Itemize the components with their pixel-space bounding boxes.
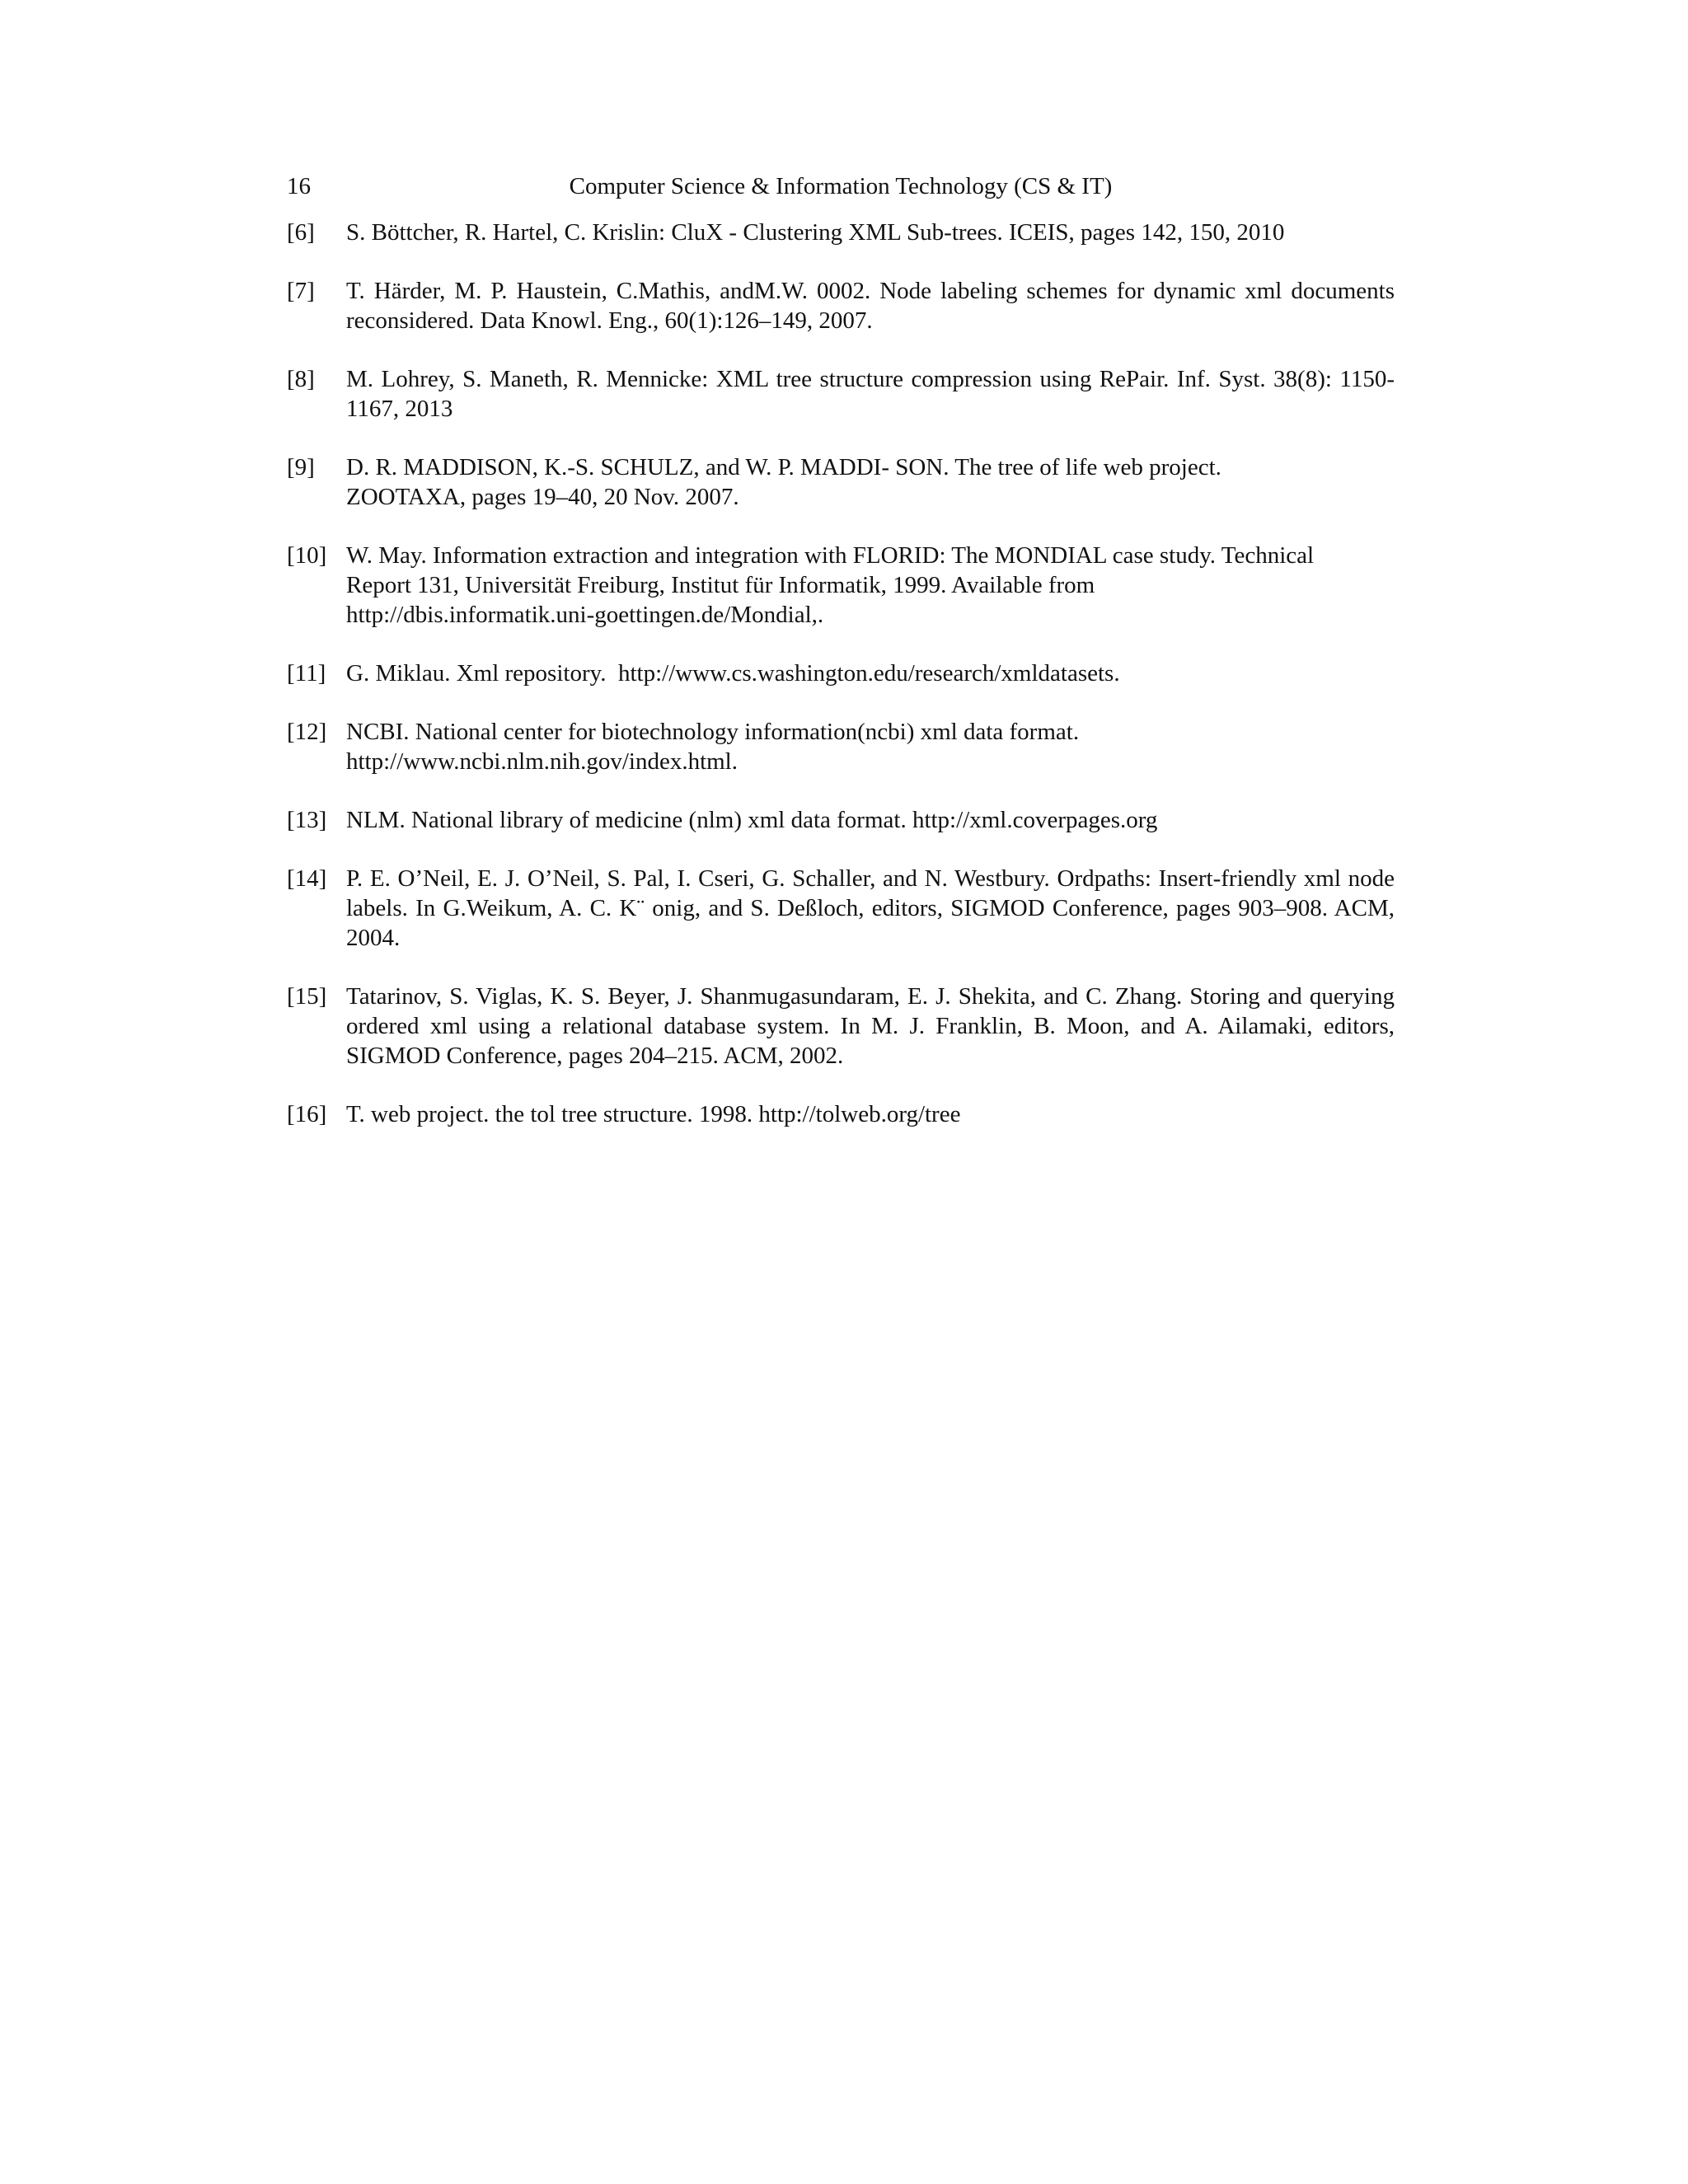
reference-line: M. Lohrey, S. Maneth, R. Mennicke: XML tree structure compression using RePair. Inf. Syst. 38(8):	[346, 366, 1332, 392]
reference-number: [14]	[287, 865, 327, 892]
reference-text	[346, 541, 1395, 630]
reference-item-14	[287, 864, 1395, 953]
reference-line: W. May. Information extraction and integration with FLORID: The MONDIAL case study. Technical	[346, 542, 1315, 569]
reference-item-15	[287, 982, 1395, 1071]
reference-number: [9]	[287, 454, 315, 480]
reference-line: documents reconsidered. Data Knowl. Eng., 60(1):126–149, 2007.	[346, 278, 1395, 334]
reference-number: [6]	[287, 219, 315, 246]
reference-line: ZOOTAXA, pages 19–40, 20 Nov. 2007.	[346, 484, 739, 510]
reference-item-11	[287, 658, 1395, 688]
reference-item-10	[287, 541, 1395, 630]
reference-item-13	[287, 805, 1395, 835]
reference-text	[346, 218, 1395, 247]
reference-item-9	[287, 452, 1395, 512]
reference-number: [15]	[287, 983, 327, 1010]
reference-line: Tatarinov, S. Viglas, K. S. Beyer, J. Shanmugasundaram, E. J. Shekita, and C. Zhang. Storing and	[346, 983, 1302, 1010]
reference-list	[287, 218, 1395, 1158]
reference-text	[346, 452, 1395, 512]
reference-text	[346, 982, 1395, 1071]
reference-line: P. E. O’Neil, E. J. O’Neil, S. Pal, I. Cseri, G. Schaller, and N. Westbury. Ordpaths: Insert-friendly	[346, 865, 1297, 892]
reference-line: xml node labels. In G.Weikum, A. C. K¨ onig, and S. Deßloch, editors, SIGMOD Conference, pages	[346, 865, 1395, 921]
reference-line: NCBI. National center for biotechnology information(ncbi) xml data format.	[346, 719, 1080, 745]
reference-number: [16]	[287, 1101, 327, 1127]
reference-item-12	[287, 717, 1395, 776]
reference-line: S. Böttcher, R. Hartel, C. Krislin: CluX - Clustering XML Sub-trees. ICEIS, pages 142, 150, 2010	[346, 219, 1285, 246]
reference-line: http://www.ncbi.nlm.nih.gov/index.html.	[346, 748, 738, 775]
reference-line: http://dbis.informatik.uni-goettingen.de/Mondial,.	[346, 602, 824, 628]
reference-number: [13]	[287, 807, 327, 833]
reference-line: NLM. National library of medicine (nlm) xml data format. http://xml.coverpages.org	[346, 807, 1158, 833]
reference-number: [8]	[287, 366, 315, 392]
reference-text	[346, 717, 1395, 776]
reference-number: [12]	[287, 719, 327, 745]
page-header	[287, 170, 1395, 203]
reference-item-6	[287, 218, 1395, 247]
reference-text	[346, 364, 1395, 424]
reference-text	[346, 864, 1395, 953]
reference-item-7	[287, 276, 1395, 335]
reference-line: 903–908. ACM, 2004.	[346, 895, 1395, 951]
running-title: Computer Science & Information Technology (CS & IT)	[569, 173, 1113, 199]
page-number: 16	[287, 173, 311, 199]
reference-item-16	[287, 1099, 1395, 1129]
reference-line: G. Miklau. Xml repository. http://www.cs.washington.edu/research/xmldatasets.	[346, 660, 1120, 687]
reference-text	[346, 1099, 1395, 1129]
reference-number: [11]	[287, 660, 326, 687]
reference-item-8	[287, 364, 1395, 424]
reference-text	[346, 805, 1395, 835]
reference-line: 1150-1167, 2013	[346, 366, 1395, 422]
reference-line: T. Härder, M. P. Haustein, C.Mathis, andM.W. 0002. Node labeling schemes for dynamic xml	[346, 278, 1282, 304]
reference-number: [10]	[287, 542, 327, 569]
reference-line: Ailamaki, editors, SIGMOD Conference, pages 204–215. ACM, 2002.	[346, 1013, 1395, 1069]
reference-line: T. web project. the tol tree structure. 1998. http://tolweb.org/tree	[346, 1101, 961, 1127]
reference-text	[346, 658, 1395, 688]
reference-line: querying ordered xml using a relational database system. In M. J. Franklin, B. Moon, and A.	[346, 983, 1395, 1039]
reference-line: Report 131, Universität Freiburg, Institut für Informatik, 1999. Available from	[346, 572, 1095, 598]
reference-text	[346, 276, 1395, 335]
reference-line: D. R. MADDISON, K.-S. SCHULZ, and W. P. MADDI- SON. The tree of life web project.	[346, 454, 1221, 480]
reference-number: [7]	[287, 278, 315, 304]
